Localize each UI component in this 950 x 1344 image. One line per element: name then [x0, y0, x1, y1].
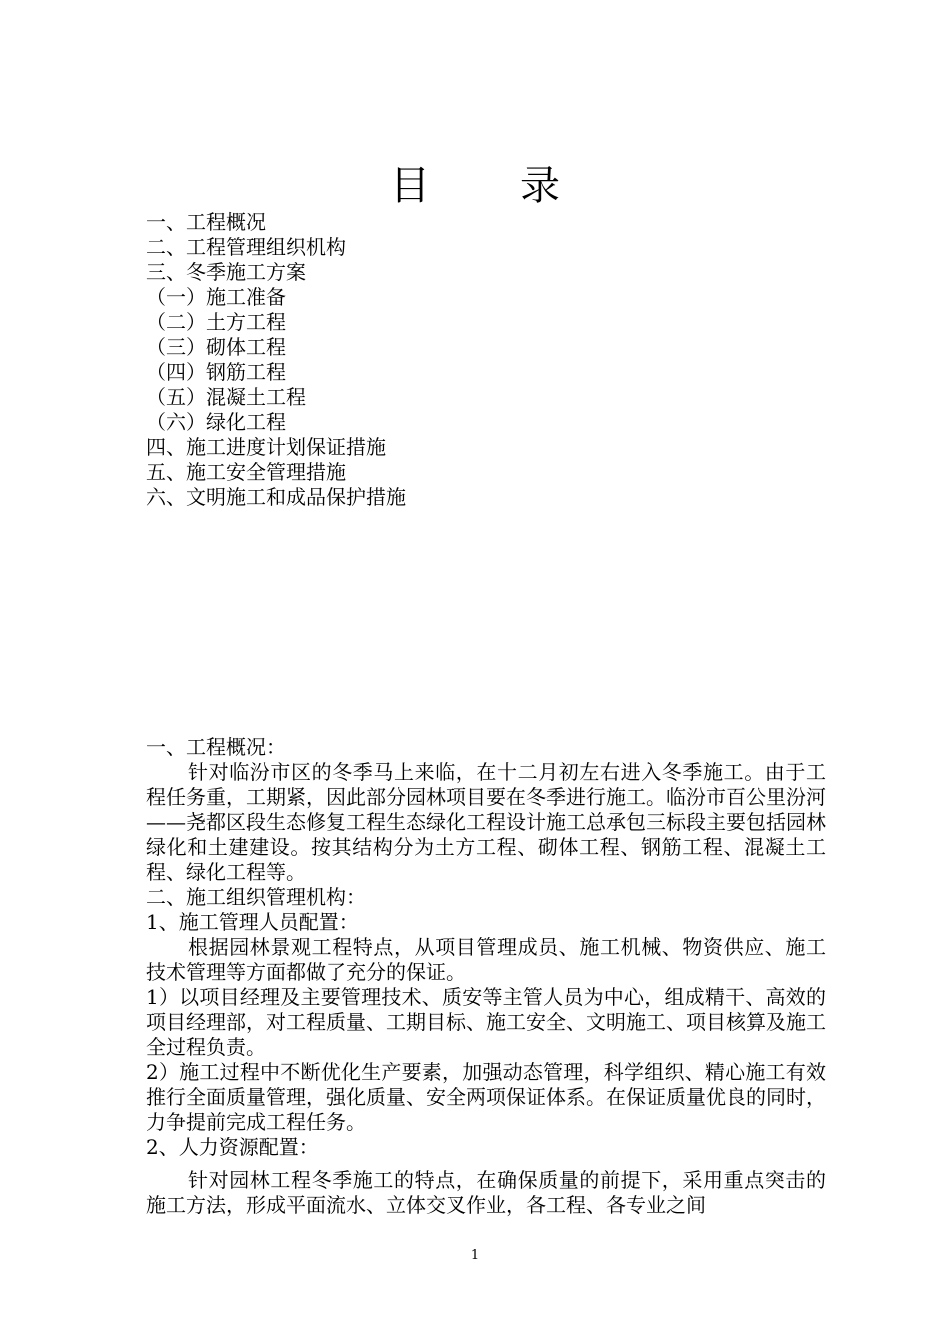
toc-item: 六、文明施工和成品保护措施	[146, 485, 406, 509]
toc-item: （六）绿化工程	[146, 410, 286, 434]
table-of-contents	[146, 210, 826, 510]
toc-item: 二、工程管理组织机构	[146, 235, 346, 259]
section-heading-overview: 一、工程概况：	[146, 735, 286, 759]
section-heading-organization: 二、施工组织管理机构：	[146, 885, 366, 909]
toc-item: （一）施工准备	[146, 285, 286, 309]
toc-item: （五）混凝土工程	[146, 385, 306, 409]
document-body	[146, 735, 826, 1218]
toc-item: （二）土方工程	[146, 310, 286, 334]
toc-item: 一、工程概况	[146, 210, 266, 234]
paragraph-item-2: 2）施工过程中不断优化生产要素，加强动态管理，科学组织、精心施工有效推行全面质量管理，强化质量、安全两项保证体系。在保证质量优良的同时，力争提前完成工程任务。	[146, 1060, 826, 1134]
toc-title-char-2: 录	[520, 163, 560, 209]
paragraph-item-1: 1）以项目经理及主要管理技术、质安等主管人员为中心，组成精干、高效的项目经理部，对工程质量、工期目标、施工安全、文明施工、项目核算及施工全过程负责。	[146, 985, 826, 1059]
toc-item: （三）砌体工程	[146, 335, 286, 359]
subsection-heading-human-resources: 2、人力资源配置：	[146, 1135, 319, 1159]
subsection-heading-staffing: 1、施工管理人员配置：	[146, 910, 359, 934]
toc-title-char-1: 目	[390, 163, 430, 209]
toc-item: 四、施工进度计划保证措施	[146, 435, 386, 459]
toc-title	[0, 160, 950, 212]
paragraph-overview: 针对临汾市区的冬季马上来临，在十二月初左右进入冬季施工。由于工程任务重，工期紧，因此部分园林项目要在冬季进行施工。临汾市百公里汾河——尧都区段生态修复工程生态绿化工程设计施工总承包三标段主要包括园林绿化和土建建设。按其结构分为土方工程、砌体工程、钢筋工程、混凝土工程、绿化工程等。	[146, 760, 826, 884]
paragraph-staffing: 根据园林景观工程特点，从项目管理成员、施工机械、物资供应、施工技术管理等方面都做了充分的保证。	[146, 935, 826, 984]
page-number: 1	[470, 1248, 480, 1263]
paragraph-human-resources: 针对园林工程冬季施工的特点，在确保质量的前提下，采用重点突击的施工方法，形成平面流水、立体交叉作业，各工程、各专业之间	[146, 1168, 826, 1217]
toc-item: （四）钢筋工程	[146, 360, 286, 384]
toc-item: 三、冬季施工方案	[146, 260, 306, 284]
toc-item: 五、施工安全管理措施	[146, 460, 346, 484]
